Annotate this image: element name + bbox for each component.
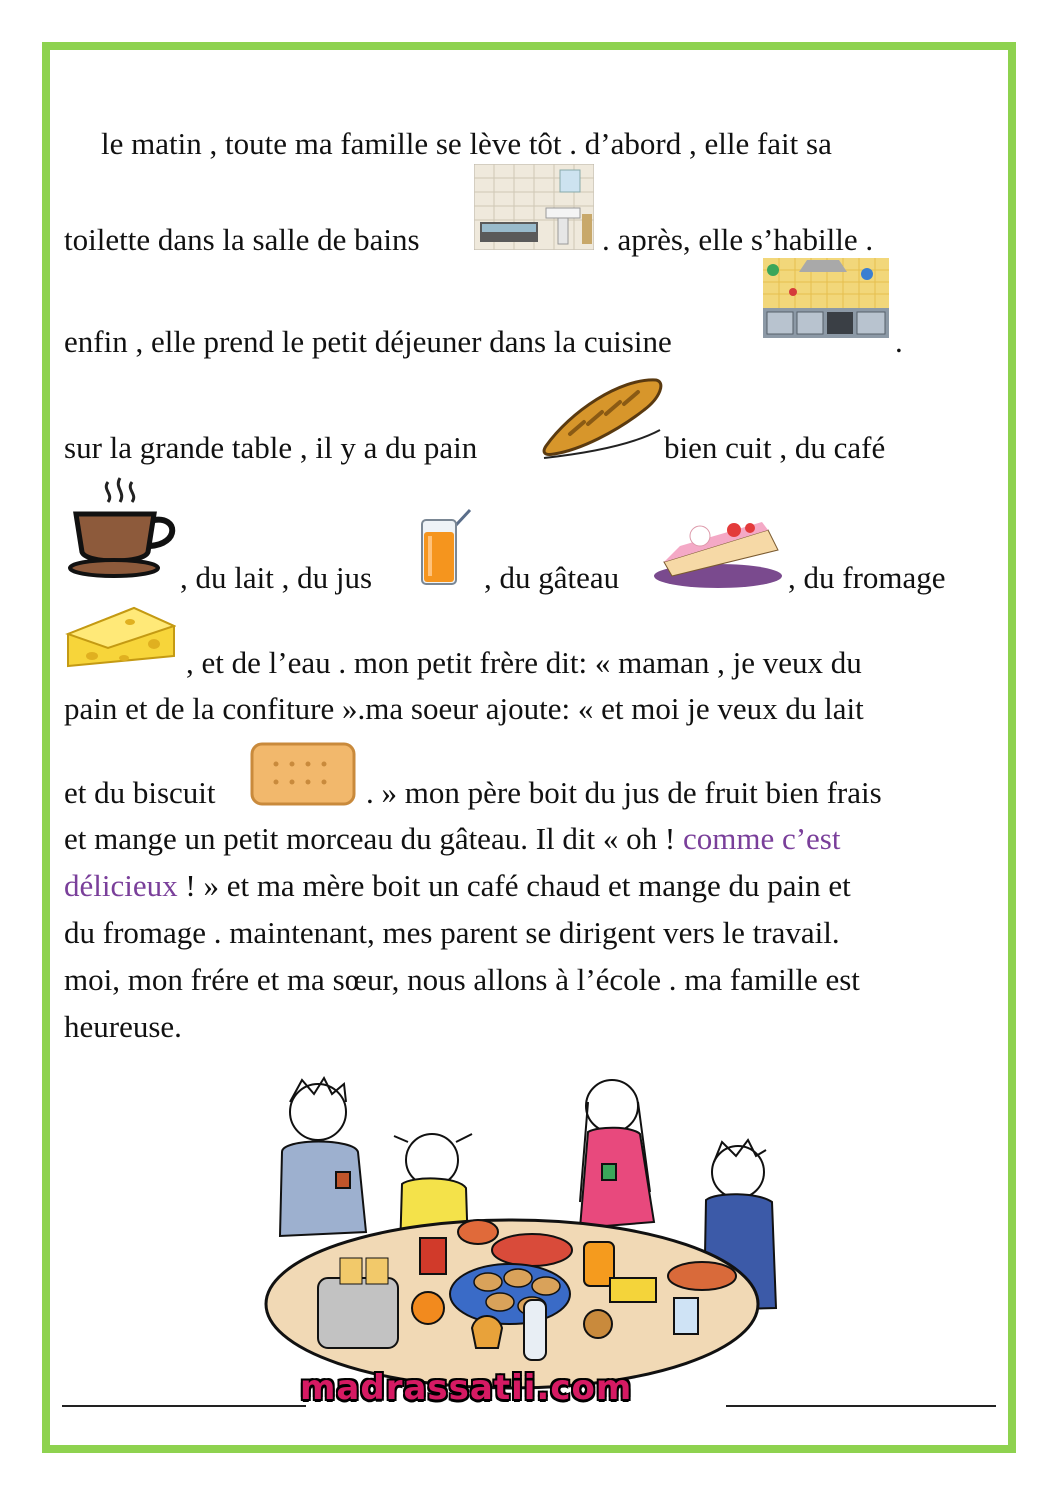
bread-icon <box>540 372 666 462</box>
story-line-8a: et du biscuit <box>64 775 216 810</box>
story-line-5c: , du fromage <box>788 560 946 595</box>
story-line-10-highlight: délicieux <box>64 868 178 903</box>
story-line-3a: enfin , elle prend le petit déjeuner dans la cuisine <box>64 324 672 359</box>
story-line-4a: sur la grande table , il y a du pain <box>64 430 478 465</box>
story-line-11: du fromage . maintenant, mes parent se dirigent vers le travail. <box>64 915 840 950</box>
bottom-rule-right <box>726 1405 996 1407</box>
story-line-2b: . après, elle s’habille . <box>602 222 874 257</box>
story-line-12: moi, mon frére et ma sœur, nous allons à l’école . ma famille est <box>64 962 860 997</box>
story-line-2a: toilette dans la salle de bains <box>64 222 420 257</box>
site-logo: madrassatii.com <box>300 1368 633 1408</box>
kitchen-icon <box>763 258 889 350</box>
bottom-rule-left <box>62 1405 306 1407</box>
story-line-4b: bien cuit , du café <box>664 430 886 465</box>
story-line-1: le matin , toute ma famille se lève tôt . d’abord , elle fait sa <box>101 126 832 161</box>
story-line-6: , et de l’eau . mon petit frère dit: « maman , je veux du <box>186 645 862 680</box>
story-line-8b: . » mon père boit du jus de fruit bien frais <box>366 775 882 810</box>
logo-container <box>300 1368 720 1412</box>
biscuit-icon <box>246 738 360 810</box>
cake-slice-icon <box>650 510 786 592</box>
story-line-5b: , du gâteau <box>484 560 620 595</box>
story-line-7: pain et de la confiture ».ma soeur ajoute: « et moi je veux du lait <box>64 691 864 726</box>
story-line-9-highlight: comme c’est <box>682 821 841 856</box>
coffee-cup-icon <box>68 476 180 580</box>
story-line-13: heureuse. <box>64 1009 182 1044</box>
story-line-10b: ! » et ma mère boit un café chaud et mange du pain et <box>177 868 851 903</box>
cheese-icon <box>64 604 176 668</box>
story-line-9a: et mange un petit morceau du gâteau. Il dit « oh ! <box>64 821 683 856</box>
story-line-9 <box>64 821 840 857</box>
bathroom-icon <box>474 164 594 250</box>
family-breakfast-illustration <box>262 1072 782 1390</box>
juice-glass-icon <box>414 506 474 588</box>
story-line-10 <box>64 868 851 904</box>
story-line-5a: , du lait , du jus <box>180 560 373 595</box>
story-line-3b: . <box>895 324 903 359</box>
